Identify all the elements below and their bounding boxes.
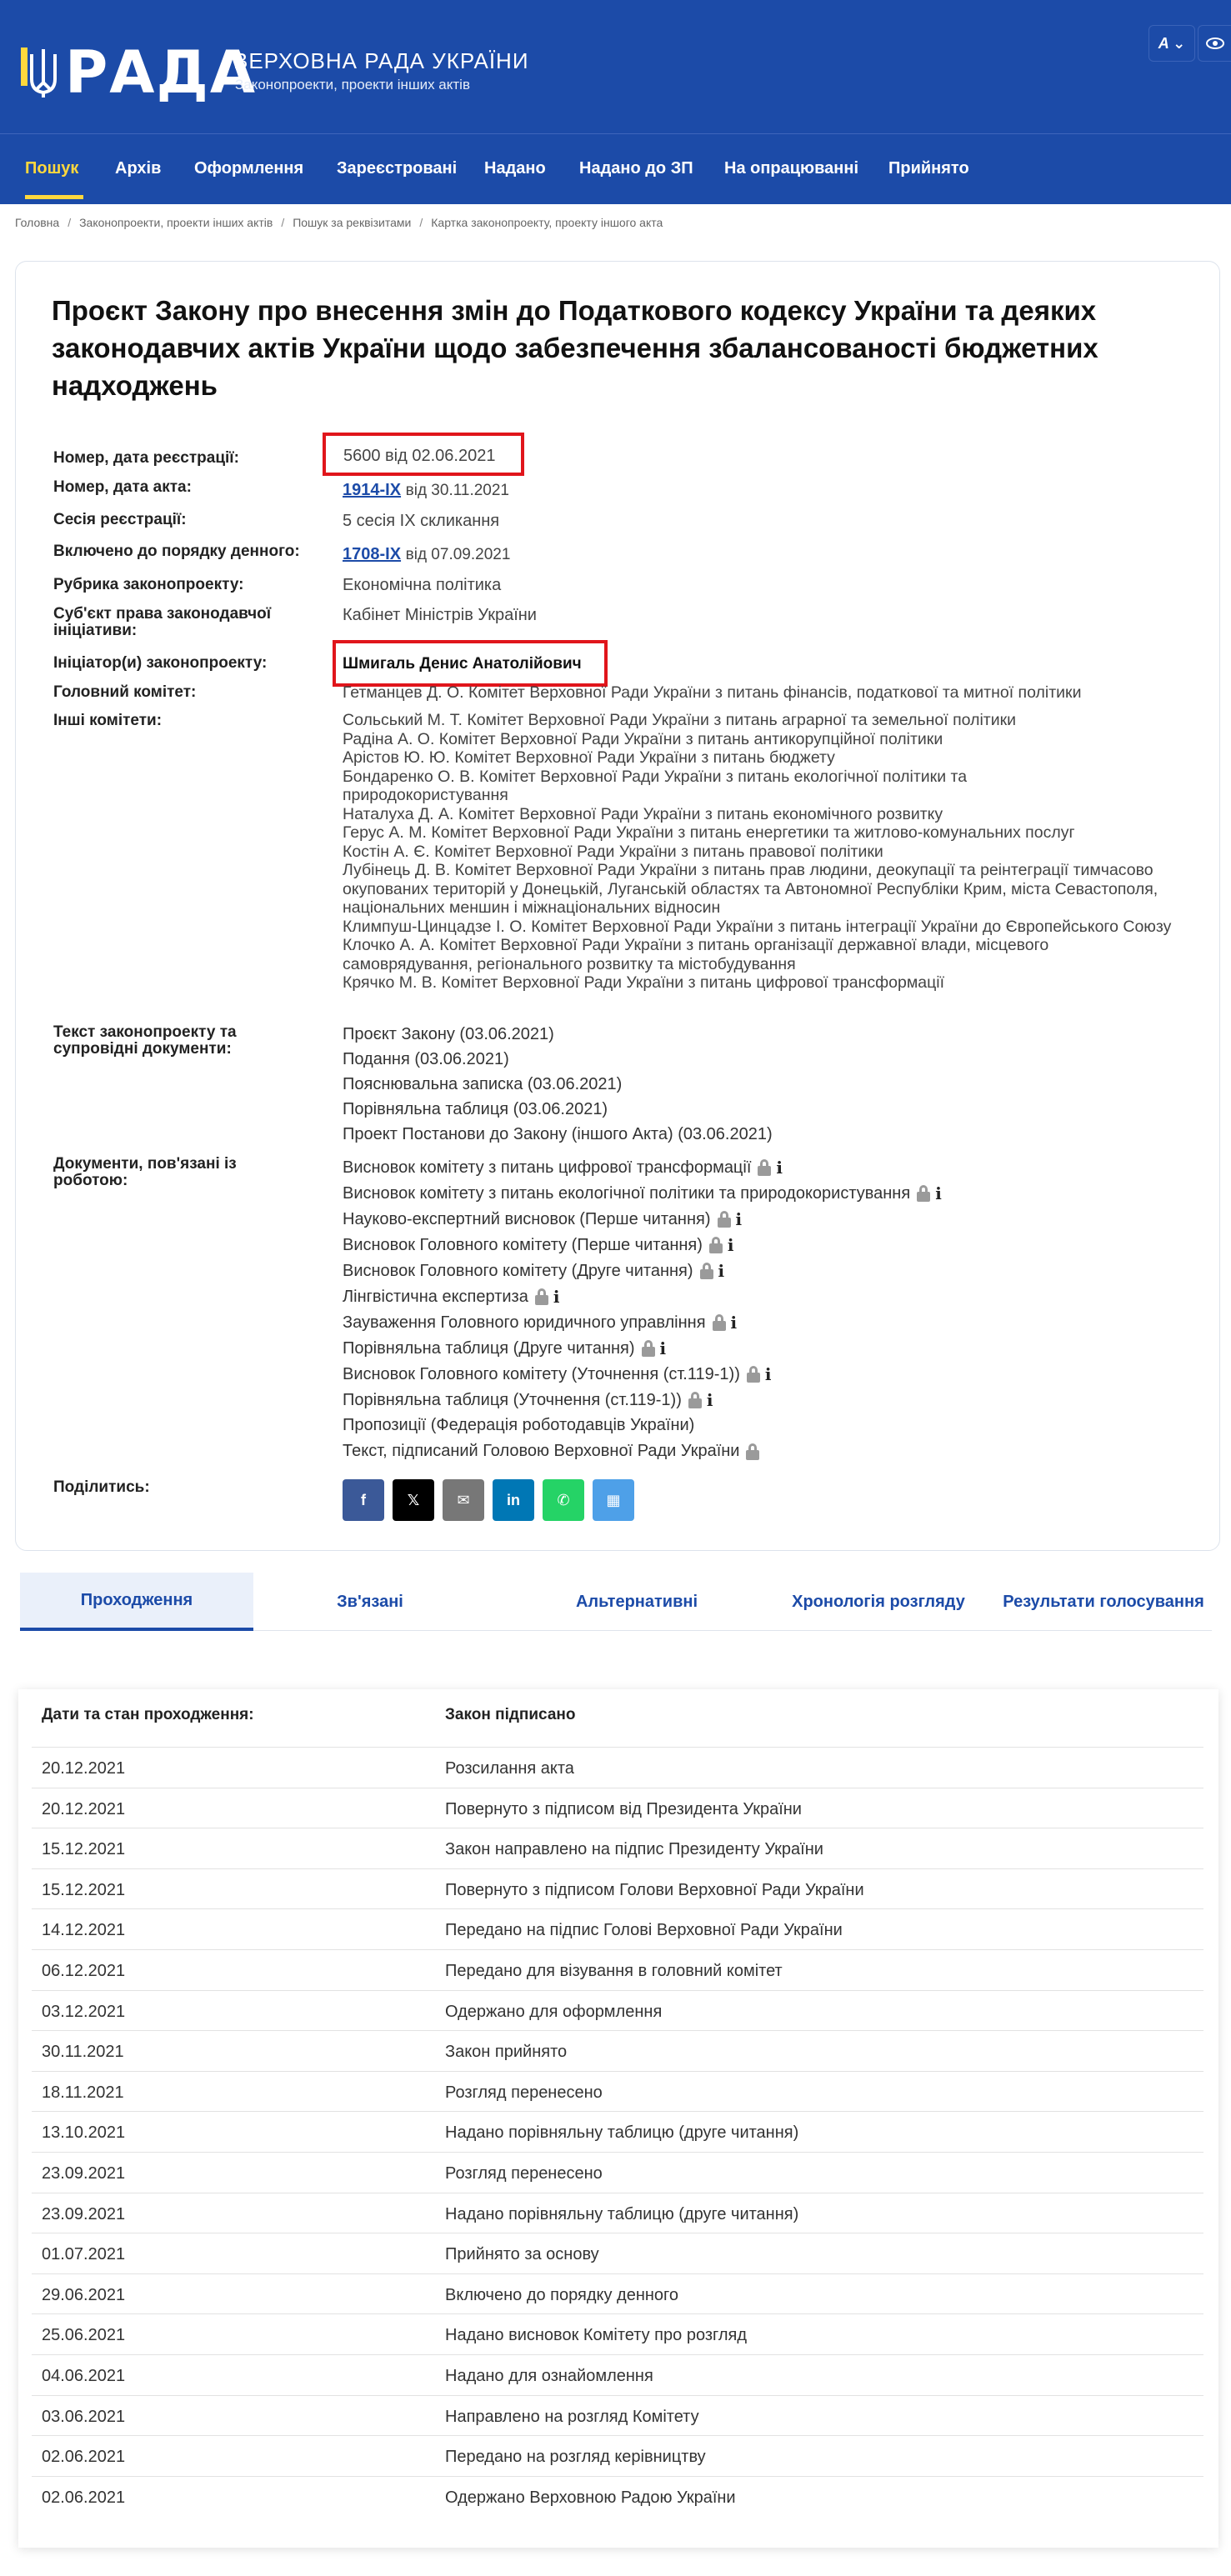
- text-doc-link[interactable]: Подання (03.06.2021): [343, 1050, 509, 1068]
- share-qr-button[interactable]: [593, 1479, 634, 1521]
- row-date: 01.07.2021: [42, 2245, 126, 2264]
- row-date: 02.06.2021: [42, 2448, 126, 2467]
- row-state: Надано висновок Комітету про розгляд: [445, 2326, 748, 2345]
- table-row: [32, 1747, 1203, 1787]
- tab-voting-results[interactable]: Результати голосування: [1003, 1592, 1204, 1611]
- related-doc-item[interactable]: [343, 1235, 734, 1255]
- qr-icon: ▦: [606, 1491, 621, 1508]
- act-value: [343, 481, 509, 500]
- tab-bar: [20, 1573, 1212, 1631]
- lock-icon: [758, 1159, 771, 1176]
- row-state: Включено до порядку денного: [445, 2285, 679, 2304]
- committee-item: Лубінець Д. В. Комітет Верховної Ради України з питань прав людини, деокупації та реінтеграції тимчасово окупованих територій у Донецькій, Луганській областях та Автономної Республіки Крим, міста Севастополя, національних меншин і міжнаціональних відносин: [343, 861, 1158, 917]
- table-row: [32, 2111, 1203, 2151]
- agenda-label: Включено до порядку денного:: [53, 543, 300, 560]
- row-state: Одержано Верховною Радою України: [445, 2488, 736, 2507]
- lock-icon: [718, 1211, 731, 1228]
- row-date: 14.12.2021: [42, 1921, 126, 1940]
- lock-icon: [709, 1237, 723, 1253]
- row-state: Повернуто з підписом Голови Верховної Ради України: [445, 1880, 864, 1899]
- committee-item: Бондаренко О. В. Комітет Верховної Ради України з питань екологічної політики та природокористування: [343, 767, 968, 804]
- initiator-label: Ініціатор(и) законопроекту:: [53, 654, 268, 672]
- table-row: [32, 2395, 1203, 2435]
- row-date: 06.12.2021: [42, 1962, 126, 1980]
- text-doc-link[interactable]: Порівняльна таблиця (03.06.2021): [343, 1100, 608, 1118]
- related-doc-item[interactable]: [343, 1338, 666, 1358]
- other-committees-label: Інші комітети:: [53, 712, 163, 729]
- x-icon: 𝕏: [407, 1491, 420, 1508]
- row-date: 30.11.2021: [42, 2043, 124, 2062]
- table-row: [32, 2233, 1203, 2273]
- related-doc-label: Лінгвістична експертиза: [343, 1287, 528, 1306]
- row-state: Передано на підпис Голові Верховної Ради України: [445, 1921, 843, 1940]
- row-state: Повернуто з підписом від Президента України: [445, 1799, 802, 1818]
- row-state: Надано для ознайомлення: [445, 2367, 653, 2385]
- row-date: 03.12.2021: [42, 2002, 126, 2021]
- row-date: 15.12.2021: [42, 1880, 126, 1899]
- info-icon[interactable]: i: [718, 1261, 725, 1281]
- related-doc-label: Порівняльна таблиця (Уточнення (ст.119-1)): [343, 1390, 682, 1409]
- lock-icon: [713, 1314, 726, 1331]
- row-date: 04.06.2021: [42, 2367, 126, 2385]
- info-icon[interactable]: i: [727, 1235, 734, 1255]
- related-doc-label: Пропозиції (Федерація роботодавців України): [343, 1416, 695, 1434]
- row-state: Розгляд перенесено: [445, 2083, 603, 2102]
- related-doc-item[interactable]: [343, 1287, 559, 1307]
- committee-item: Радіна А. О. Комітет Верховної Ради України з питань антикорупційної політики: [343, 729, 943, 748]
- info-icon[interactable]: i: [659, 1338, 667, 1358]
- table-row: [32, 2476, 1203, 2516]
- nav-item-in-processing[interactable]: На опрацюванні: [724, 159, 859, 178]
- table-row: [32, 1868, 1203, 1908]
- agenda-date: від 07.09.2021: [405, 546, 511, 563]
- lock-icon: [535, 1288, 548, 1305]
- agenda-number-link[interactable]: 1708-IX: [343, 545, 402, 563]
- share-label: Поділитись:: [53, 1478, 150, 1496]
- share-whatsapp-button[interactable]: [543, 1479, 584, 1521]
- text-doc-link[interactable]: Пояснювальна записка (03.06.2021): [343, 1075, 623, 1093]
- tryzub-icon: [18, 46, 58, 99]
- row-date: 20.12.2021: [42, 1799, 126, 1818]
- table-row: [32, 1828, 1203, 1868]
- nav-item-registered[interactable]: Зареєстровані: [337, 159, 458, 178]
- related-doc-item[interactable]: [343, 1364, 771, 1384]
- act-date: від 30.11.2021: [405, 482, 509, 499]
- breadcrumb-search[interactable]: Пошук за реквізитами: [293, 216, 412, 229]
- session-value: 5 сесія IX скликання: [343, 512, 500, 530]
- tab-passage[interactable]: Проходження: [20, 1573, 253, 1631]
- committee-item: Наталуха Д. А. Комітет Верховної Ради України з питань економічного розвитку: [343, 804, 943, 823]
- nav-item-archive[interactable]: Архів: [115, 159, 162, 178]
- subject-value: Кабінет Міністрів України: [343, 606, 537, 624]
- related-doc-item[interactable]: [343, 1183, 942, 1203]
- row-date: 03.06.2021: [42, 2407, 126, 2426]
- reg-label: Номер, дата реєстрації:: [53, 449, 239, 467]
- table-row: [32, 2435, 1203, 2475]
- breadcrumb: Головна / Законопроекти, проекти інших актів / Пошук за реквізитами / Картка законопроекту, проекту іншого акта: [15, 216, 663, 229]
- main-nav: [0, 133, 1231, 204]
- reg-value: 5600 від 02.06.2021: [343, 447, 496, 465]
- act-number-link[interactable]: 1914-IX: [343, 481, 402, 499]
- related-doc-label: Висновок Головного комітету (Уточнення (ст.119-1)): [343, 1364, 740, 1383]
- info-icon[interactable]: i: [935, 1183, 942, 1203]
- row-date: 02.06.2021: [42, 2488, 126, 2507]
- row-date: 13.10.2021: [42, 2123, 126, 2143]
- row-state: Направлено на розгляд Комітету: [445, 2407, 699, 2426]
- site-header: [0, 0, 1231, 133]
- related-doc-item[interactable]: [343, 1416, 694, 1435]
- related-doc-label: Текст, підписаний Головою Верховної Ради України: [343, 1442, 740, 1460]
- tab-alternative[interactable]: Альтернативні: [575, 1592, 698, 1611]
- committee-item: Костін А. Є. Комітет Верховної Ради України з питань правової політики: [343, 842, 883, 861]
- related-doc-item[interactable]: [343, 1313, 737, 1333]
- info-icon[interactable]: i: [553, 1287, 560, 1307]
- page-title: Проєкт Закону про внесення змін до Податкового кодексу України та деяких законодавчих актів України щодо забезпечення збалансованості бюджетних надходжень: [52, 295, 1098, 401]
- related-doc-label: Порівняльна таблиця (Друге читання): [343, 1338, 635, 1358]
- row-state: Надано порівняльну таблицю (друге читання): [445, 2123, 799, 2143]
- highlight-box-reg: [323, 433, 524, 476]
- related-doc-label: Висновок Головного комітету (Друге читання): [343, 1261, 693, 1280]
- table-row: [32, 2273, 1203, 2313]
- info-icon[interactable]: i: [776, 1158, 783, 1178]
- table-row: [32, 1908, 1203, 1948]
- tab-chronology[interactable]: Хронологія розгляду: [792, 1592, 965, 1611]
- email-icon: ✉: [457, 1491, 470, 1508]
- related-doc-label: Науково-експертний висновок (Перше читання): [343, 1209, 711, 1228]
- site-logo[interactable]: [18, 38, 257, 107]
- committee-item: Климпуш-Цинцадзе І. О. Комітет Верховної Ради України з питань інтеграції України до Європейського Союзу: [343, 917, 1172, 936]
- language-selector[interactable]: A ⌄: [1148, 25, 1195, 62]
- rubric-label: Рубрика законопроекту:: [53, 576, 244, 593]
- facebook-icon: f: [361, 1491, 366, 1508]
- info-icon[interactable]: i: [706, 1390, 713, 1410]
- nav-item-search[interactable]: Пошук: [25, 159, 79, 178]
- table-row: [32, 2152, 1203, 2192]
- row-date: 18.11.2021: [42, 2083, 124, 2102]
- texts-label: Текст законопроекту та супровідні документи:: [53, 1023, 237, 1058]
- main-committee-value: Гетманцев Д. О. Комітет Верховної Ради України з питань фінансів, податкової та митної політики: [343, 683, 1082, 702]
- logo-wordmark: РАДА: [65, 38, 257, 107]
- table-row: [32, 1990, 1203, 2030]
- breadcrumb-current: Картка законопроекту, проекту іншого акта: [431, 216, 663, 229]
- row-state: Розгляд перенесено: [445, 2164, 603, 2183]
- breadcrumb-home[interactable]: Головна: [15, 216, 60, 229]
- related-doc-item[interactable]: [343, 1158, 783, 1178]
- lock-icon: [746, 1443, 759, 1460]
- committee-item: Крячко М. В. Комітет Верховної Ради України з питань цифрової трансформації: [343, 973, 944, 992]
- committee-item: Арістов Ю. Ю. Комітет Верховної Ради України з питань бюджету: [343, 748, 835, 767]
- committee-item: Сольський М. Т. Комітет Верховної Ради України з питань аграрної та земельної політики: [343, 711, 1017, 729]
- act-label: Номер, дата акта:: [53, 478, 192, 496]
- initiator-value[interactable]: Шмигаль Денис Анатолійович: [343, 655, 582, 673]
- row-date: 25.06.2021: [42, 2326, 126, 2345]
- row-state: Надано порівняльну таблицю (друге читання): [445, 2204, 799, 2223]
- info-icon[interactable]: i: [764, 1364, 772, 1384]
- related-label: Документи, пов'язані із роботою:: [53, 1155, 237, 1189]
- lock-icon: [700, 1263, 713, 1279]
- text-doc-link[interactable]: Проєкт Закону (03.06.2021): [343, 1025, 554, 1043]
- related-doc-label: Зауваження Головного юридичного управління: [343, 1313, 706, 1332]
- linkedin-icon: in: [507, 1491, 520, 1508]
- row-state: Передано для візування в головний комітет: [445, 1962, 783, 1980]
- active-nav-indicator: [25, 195, 83, 199]
- table-row: [32, 2193, 1203, 2233]
- row-state: Передано на розгляд керівництву: [445, 2448, 706, 2467]
- lock-icon: [747, 1366, 760, 1383]
- row-date: 15.12.2021: [42, 1840, 126, 1859]
- row-date: 23.09.2021: [42, 2204, 126, 2223]
- row-state: Закон прийнято: [445, 2043, 568, 2062]
- nav-item-adopted[interactable]: Прийнято: [888, 159, 969, 178]
- table-row: [32, 1788, 1203, 1828]
- related-doc-item[interactable]: [343, 1442, 759, 1461]
- rubric-value: Економічна політика: [343, 576, 502, 594]
- agenda-value: [343, 545, 510, 564]
- info-icon[interactable]: i: [735, 1209, 743, 1229]
- info-icon[interactable]: i: [730, 1313, 738, 1333]
- tab-related[interactable]: Зв'язані: [337, 1592, 403, 1611]
- nav-item-submitted-zp[interactable]: Надано до ЗП: [579, 159, 693, 178]
- table-row: [32, 2354, 1203, 2394]
- table-row: [32, 2313, 1203, 2353]
- row-state: Прийнято за основу: [445, 2245, 599, 2264]
- site-subtitle: Законопроекти, проекти інших актів: [235, 77, 470, 93]
- related-doc-item[interactable]: [343, 1209, 742, 1229]
- session-label: Сесія реєстрації:: [53, 511, 187, 528]
- share-x-button[interactable]: [393, 1479, 434, 1521]
- share-email-button[interactable]: [443, 1479, 484, 1521]
- row-state: Одержано для оформлення: [445, 2002, 663, 2021]
- column-header-dates: Дати та стан проходження:: [42, 1706, 254, 1723]
- related-doc-label: Висновок комітету з питань цифрової трансформації: [343, 1158, 752, 1177]
- committee-item: Герус А. М. Комітет Верховної Ради України з питань енергетики та житлово-комунальних послуг: [343, 823, 1075, 842]
- related-doc-label: Висновок комітету з питань екологічної політики та природокористування: [343, 1183, 911, 1203]
- nav-item-formatting[interactable]: Оформлення: [194, 159, 304, 178]
- whatsapp-icon: ✆: [557, 1491, 570, 1508]
- row-date: 29.06.2021: [42, 2285, 126, 2304]
- related-doc-item[interactable]: [343, 1261, 724, 1281]
- subject-label: Суб'єкт права законодавчої ініціативи:: [53, 605, 272, 639]
- main-committee-label: Головний комітет:: [53, 683, 197, 701]
- share-buttons: [343, 1479, 634, 1521]
- committee-item: Клочко А. А. Комітет Верховної Ради України з питань організації державної влади, місцевого самоврядування, регіонального розвитку та містобудування: [343, 936, 1049, 973]
- highlight-box-initiator: [333, 640, 608, 687]
- row-date: 20.12.2021: [42, 1759, 126, 1778]
- other-committees-list: [343, 711, 1184, 993]
- site-title: ВЕРХОВНА РАДА УКРАЇНИ: [233, 48, 529, 73]
- table-row: [32, 2030, 1203, 2070]
- share-facebook-button[interactable]: [343, 1479, 384, 1521]
- table-row: [32, 2071, 1203, 2111]
- share-linkedin-button[interactable]: [493, 1479, 534, 1521]
- lock-icon: [917, 1185, 930, 1202]
- accessibility-button[interactable]: [1198, 25, 1231, 62]
- related-doc-label: Висновок Головного комітету (Перше читання): [343, 1235, 703, 1254]
- lock-icon: [642, 1340, 655, 1357]
- row-state: Розсилання акта: [445, 1759, 574, 1778]
- breadcrumb-bills[interactable]: Законопроекти, проекти інших актів: [79, 216, 273, 229]
- row-state: Закон направлено на підпис Президенту України: [445, 1840, 823, 1859]
- row-date: 23.09.2021: [42, 2164, 126, 2183]
- eye-icon: [1206, 38, 1224, 49]
- nav-item-submitted[interactable]: Надано: [484, 159, 546, 178]
- column-header-status: Закон підписано: [445, 1706, 576, 1723]
- related-doc-item[interactable]: [343, 1390, 713, 1410]
- table-row: [32, 1949, 1203, 1989]
- text-doc-link[interactable]: Проект Постанови до Закону (іншого Акта) (03.06.2021): [343, 1125, 773, 1143]
- lock-icon: [688, 1392, 702, 1408]
